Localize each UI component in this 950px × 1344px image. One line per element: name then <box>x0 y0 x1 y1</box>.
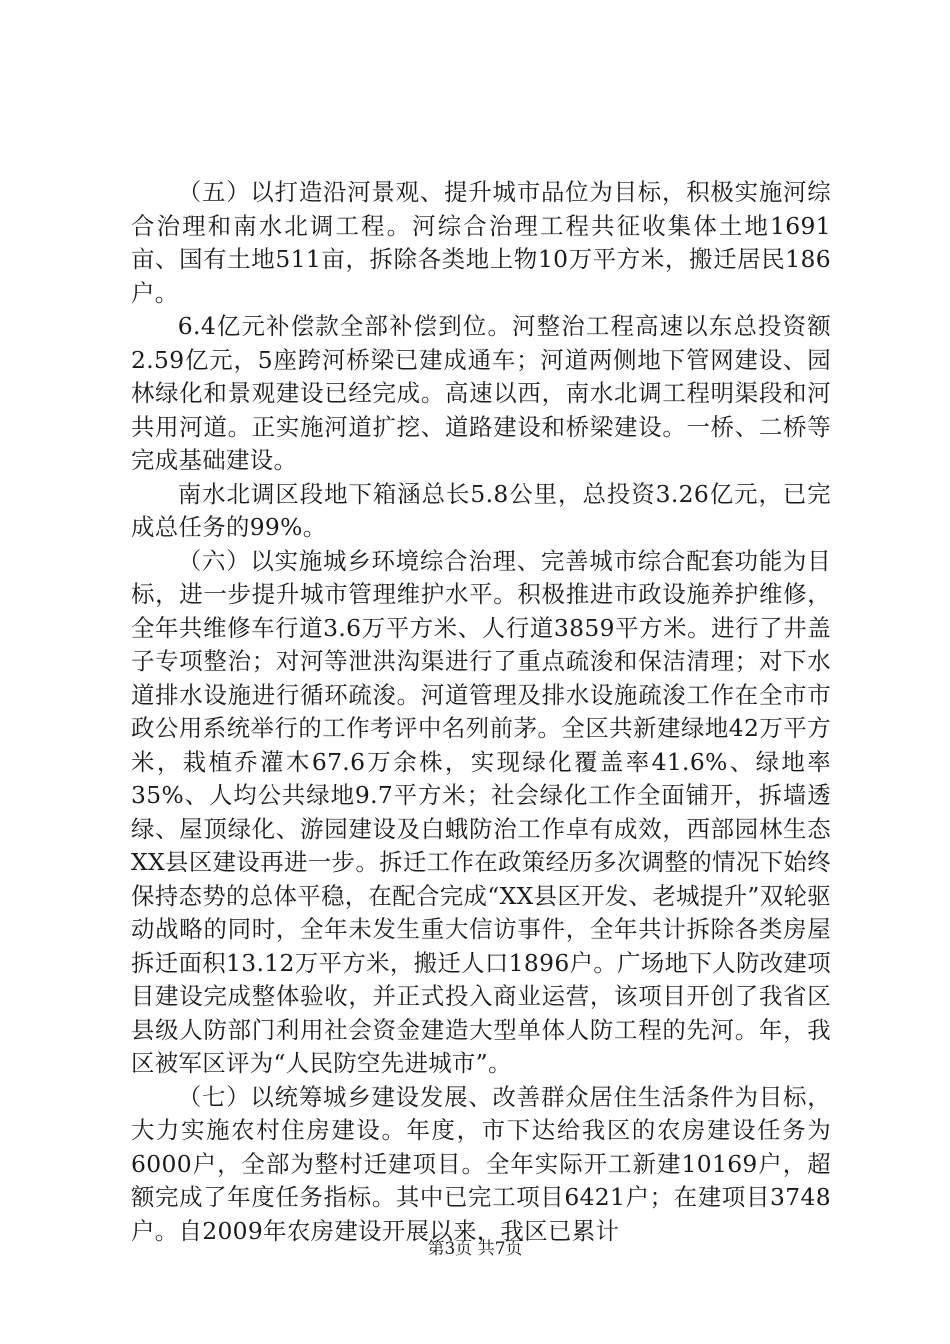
document-body <box>131 176 831 1248</box>
page-number-footer: 第3页 共7页 <box>427 1239 523 1259</box>
paragraph-section-five: （五）以打造沿河景观、提升城市品位为目标，积极实施河综合治理和南水北调工程。河综合治理工程共征收集体土地1691亩、国有土地511亩，拆除各类地上物10万平方米，搬迁居民186户。 <box>131 178 831 307</box>
paragraph-section-six: （六）以实施城乡环境综合治理、完善城市综合配套功能为目标，进一步提升城市管理维护水平。积极推进市政设施养护维修，全年共维修车行道3.6万平方米、人行道3859平方米。进行了井盖子专项整治；对河等泄洪沟渠进行了重点疏浚和保洁清理；对下水道排水设施进行循环疏浚。河道管理及排水设施疏浚工作在全市市政公用系统举行的工作考评中名列前茅。全区共新建绿地42万平方米，栽植乔灌木67.6万余株，实现绿化覆盖率41.6%、绿地率35%、人均公共绿地9.7平方米；社会绿化工作全面铺开，拆墙透绿、屋顶绿化、游园建设及白蛾防治工作卓有成效，西部园林生态XX县区建设再进一步。拆迁工作在政策经历多次调整的情况下始终保持态势的总体平稳，在配合完成“XX县区开发、老城提升”双轮驱动战略的同时，全年未发生重大信访事件，全年共计拆除各类房屋拆迁面积13.12万平方米，搬迁人口1896户。广场地下人防改建项目建设完成整体验收，并正式投入商业运营，该项目开创了我省区县级人防部门利用社会资金建造大型单体人防工程的先河。年，我区被军区评为“人民防空先进城市”。 <box>131 546 831 1077</box>
paragraph-south-north-water: 南水北调区段地下箱涵总长5.8公里，总投资3.26亿元，已完成总任务的99%。 <box>131 479 831 541</box>
paragraph-section-seven: （七）以统筹城乡建设发展、改善群众居住生活条件为目标，大力实施农村住房建设。年度，市下达给我区的农房建设任务为6000户，全部为整村迁建项目。全年实际开工新建10169户，超额完成了年度任务指标。其中已完工项目6421户；在建项目3748户。自2009年农房建设开展以来，我区已累计 <box>131 1082 831 1245</box>
paragraph-compensation: 6.4亿元补偿款全部补偿到位。河整治工程高速以东总投资额2.59亿元，5座跨河桥梁已建成通车；河道两侧地下管网建设、园林绿化和景观建设已经完成。高速以西，南水北调工程明渠段和河共用河道。正实施河道扩挖、道路建设和桥梁建设。一桥、二桥等完成基础建设。 <box>131 312 831 474</box>
